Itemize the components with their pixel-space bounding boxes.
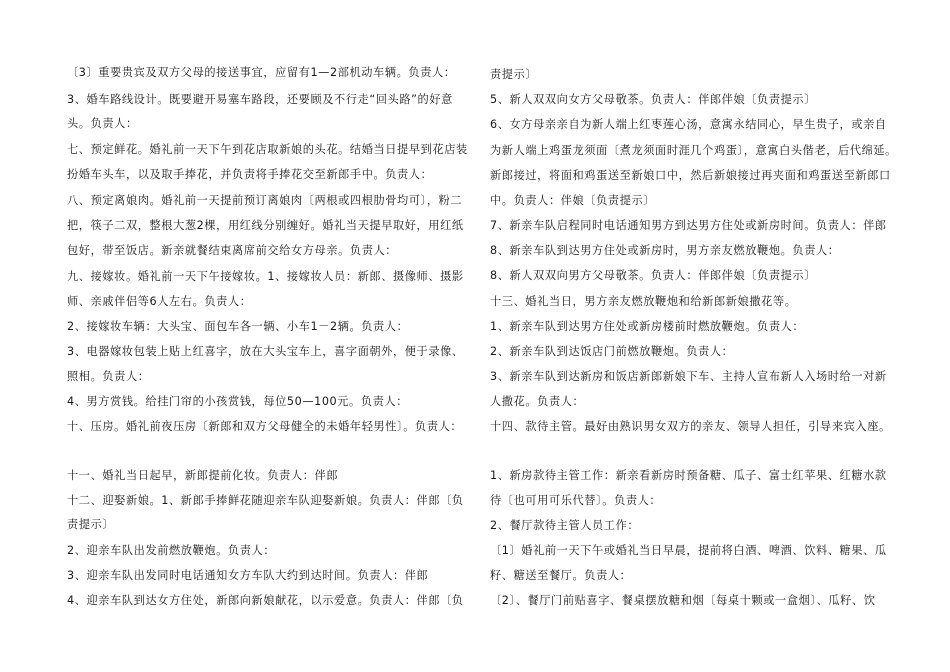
text-line: 七、预定鲜花。婚礼前一天下午到花店取新娘的头花。结婚当日提早到花店装 xyxy=(67,143,468,156)
text-line: 新郎接过，将面和鸡蛋送至新娘口中，然后新娘接过再夹面和鸡蛋送至新郎口 xyxy=(490,169,891,182)
text-line: 师、亲戚伴侣等6人左右。负责人： xyxy=(67,295,252,308)
text-line: 3、电器嫁妆包装上贴上红喜字，放在大头宝车上，喜字面朝外，便于录像、 xyxy=(67,345,464,358)
text-line: 〔2〕、餐厅门前贴喜字、餐桌摆放糖和烟〔每桌十颗或一盒烟〕、瓜籽、饮 xyxy=(490,594,876,607)
text-line: 责提示〕 xyxy=(490,68,538,81)
text-line: 十二、迎娶新娘。1、新郎手捧鲜花随迎亲车队迎娶新娘。负责人：伴郎〔负 xyxy=(67,494,464,507)
text-line: 3、婚车路线设计。既要避开易塞车路段，还要顾及不行走“回头路”的好意 xyxy=(67,93,453,106)
text-line: 把，筷子二双，整根大葱2棵，用红线分别缠好。婚礼当天提早取好，用红纸 xyxy=(67,219,464,232)
text-line: 2、迎亲车队出发前燃放鞭炮。负责人： xyxy=(67,544,276,557)
text-line: 十、压房。婚礼前夜压房〔新郎和双方父母健全的未婚年轻男性〕。负责人： xyxy=(67,420,463,433)
text-line: 5、新人双双向女方父母敬茶。负责人：伴郎伴娘〔负责提示〕 xyxy=(490,93,816,106)
text-line: 人撒花。负责人： xyxy=(490,395,585,408)
text-line: 中。负责人：伴娘〔负责提示〕 xyxy=(490,194,656,207)
text-line: 6、女方母亲亲自为新人端上红枣莲心汤，意寓永结同心，早生贵子，或亲自 xyxy=(490,118,887,131)
text-line: 十三、婚礼当日，男方亲友燃放鞭炮和给新郎新娘撒花等。 xyxy=(490,295,797,308)
text-line: 九、接嫁妆。婚礼前一天下午接嫁妆。1、接嫁妆人员：新郎、摄像师、摄影 xyxy=(67,270,464,283)
text-line: 八、预定离娘肉。婚礼前一天提前预订离娘肉〔两根或四根肋骨均可〕，粉二 xyxy=(67,194,463,207)
text-line: 4、迎亲车队到达女方住处，新郎向新娘献花，以示爱意。负责人：伴郎〔负 xyxy=(67,594,464,607)
text-line: 1、新房款待主管工作：新亲看新房时预备糖、瓜子、富士红苹果、红糖水款 xyxy=(490,469,887,482)
text-line: 头。负责人： xyxy=(67,117,138,130)
text-line: 2、新亲车队到达饭店门前燃放鞭炮。负责人： xyxy=(490,345,734,358)
text-line: 责提示〕 xyxy=(67,518,115,531)
text-line: 扮婚车头车，以及取手捧花，并负责将手捧花交至新郎手中。负责人： xyxy=(67,168,433,181)
text-line: 十四、款待主管。最好由熟识男女双方的亲友、领导人担任，引导来宾入座。 xyxy=(490,420,891,433)
text-line: 2、餐厅款待主管人员工作： xyxy=(490,519,640,532)
text-line: 籽、糖送至餐厅。负责人： xyxy=(490,569,632,582)
text-line: 8、新人双双向男方父母敬茶。负责人：伴郎伴娘〔负责提示〕 xyxy=(490,269,816,282)
text-line: 为新人端上鸡蛋龙须面〔煮龙须面时涯几个鸡蛋〕，意寓白头偕老，后代绵延。 xyxy=(490,144,897,157)
text-line: 1、新亲车队到达男方住处或新房楼前时燃放鞭炮。负责人： xyxy=(490,320,805,333)
text-line: 包好，带至饭店。新亲就餐结束离席前交给女方母亲。负责人： xyxy=(67,244,398,257)
text-line: 待〔也可用可乐代替〕。负责人： xyxy=(490,494,662,507)
text-line: 7、新亲车队启程同时电话通知男方到达男方住处或新房时间。负责人：伴郎 xyxy=(490,219,887,232)
text-line: 〔1〕婚礼前一天下午或婚礼当日早晨，提前将白酒、啤酒、饮料、糖果、瓜 xyxy=(490,544,887,557)
text-line: 4、男方赏钱。给挂门帘的小孩赏钱，每位50—100元。负责人： xyxy=(67,395,408,408)
text-line: 〔3〕重要贵宾及双方父母的接送事宜，应留有1—2部机动车辆。负责人： xyxy=(67,66,456,79)
text-line: 8、新亲车队到达男方住处或新房时，男方亲友燃放鞭炮。负责人： xyxy=(490,244,840,257)
text-line: 十一、婚礼当日起早，新郎提前化妆。负责人：伴郎 xyxy=(67,469,339,482)
text-line: 3、迎亲车队出发同时电话通知女方车队大约到达时间。负责人：伴郎 xyxy=(67,569,429,582)
text-line: 2、接嫁妆车辆：大头宝、面包车各一辆、小车1－2辆。负责人： xyxy=(67,320,409,333)
text-line: 照相。负责人： xyxy=(67,370,150,383)
text-line: 3、新亲车队到达新房和饭店新郎新娘下车、主持人宣布新人入场时给一对新 xyxy=(490,370,887,383)
